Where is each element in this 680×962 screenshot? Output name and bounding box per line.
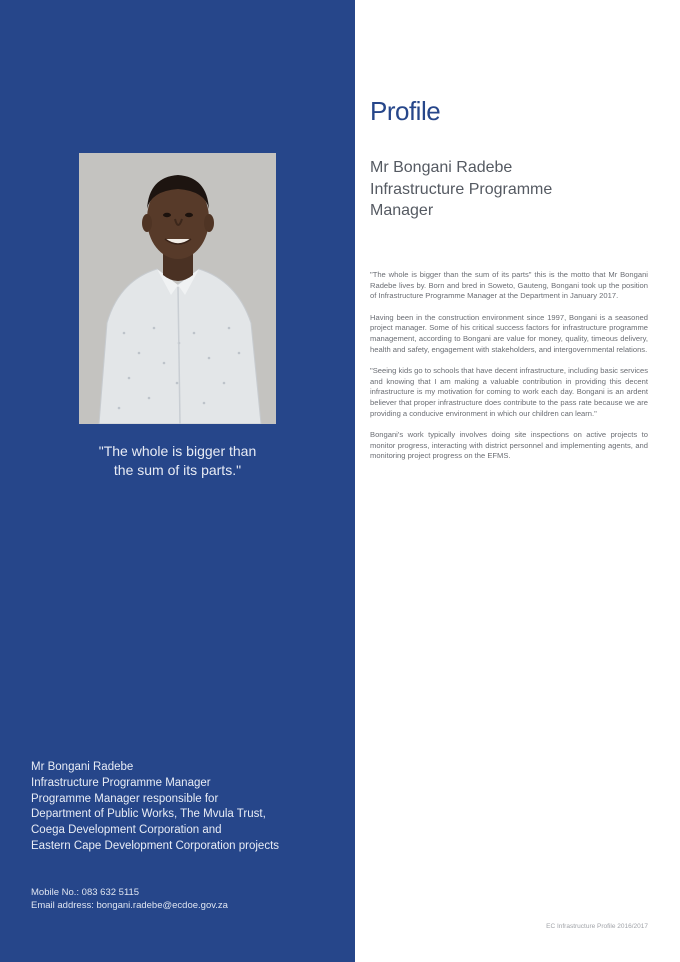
- body-paragraph: Having been in the construction environment since 1997, Bongani is a seasoned project manager. Some of his critical success factors for infrastructure programme management, according to Bongani are value for money, quality, timeous delivery, health and safety, engagement with stakeholders, and intergovernmental relations.: [370, 312, 648, 354]
- profile-name: Mr Bongani Radebe: [370, 159, 513, 176]
- body-paragraph: Bongani's work typically involves doing site inspections on active projects to monitor progress, interacting with district personnel and implementing agents, and monitoring project progress on the EFMS.: [370, 430, 648, 461]
- profile-role-line: Manager: [370, 202, 434, 219]
- contact-block: [31, 760, 341, 855]
- quote-line-1: "The whole is bigger than: [98, 443, 257, 459]
- portrait-image: [79, 153, 276, 424]
- profile-photo: [79, 153, 276, 424]
- profile-role-line: Infrastructure Programme: [370, 180, 553, 198]
- email-address[interactable]: Email address: bongani.radebe@ecdoe.gov.za: [31, 900, 228, 911]
- profile-subtitle: [370, 157, 640, 222]
- contact-name: Mr Bongani Radebe: [31, 761, 134, 773]
- contact-responsibility: Coega Development Corporation and: [31, 824, 222, 837]
- quote-line-2: the sum of its parts.": [113, 462, 242, 478]
- footer-note: EC Infrastructure Profile 2016/2017: [546, 923, 648, 930]
- contact-responsibility: Eastern Cape Development Corporation projects: [31, 839, 280, 852]
- contact-details: [31, 886, 341, 912]
- contact-responsibility: Programme Manager responsible for: [31, 792, 219, 805]
- profile-body: [370, 270, 648, 473]
- contact-role: Infrastructure Programme Manager: [31, 776, 211, 789]
- body-paragraph: "Seeing kids go to schools that have decent infrastructure, including basic services and knowing that I am making a valuable contribution in providing this decent infrastructure is my motivation for coming to work each day. Bongani is an ardent believer that proper infrastructure does contribute to the pass rate because we are providing a conducive environment in which our children can learn.": [370, 366, 648, 418]
- page-title: Profile: [370, 96, 441, 126]
- contact-responsibility: Department of Public Works, The Mvula Trust,: [31, 808, 266, 821]
- pull-quote: [60, 442, 295, 480]
- body-paragraph: "The whole is bigger than the sum of its parts" this is the motto that Mr Bongani Radebe lives by. Born and bred in Soweto, Gauteng, Bongani took up the position of Infrastructure Programme Manager at the Department in January 2017.: [370, 270, 648, 301]
- mobile-number: Mobile No.: 083 632 5115: [31, 887, 140, 898]
